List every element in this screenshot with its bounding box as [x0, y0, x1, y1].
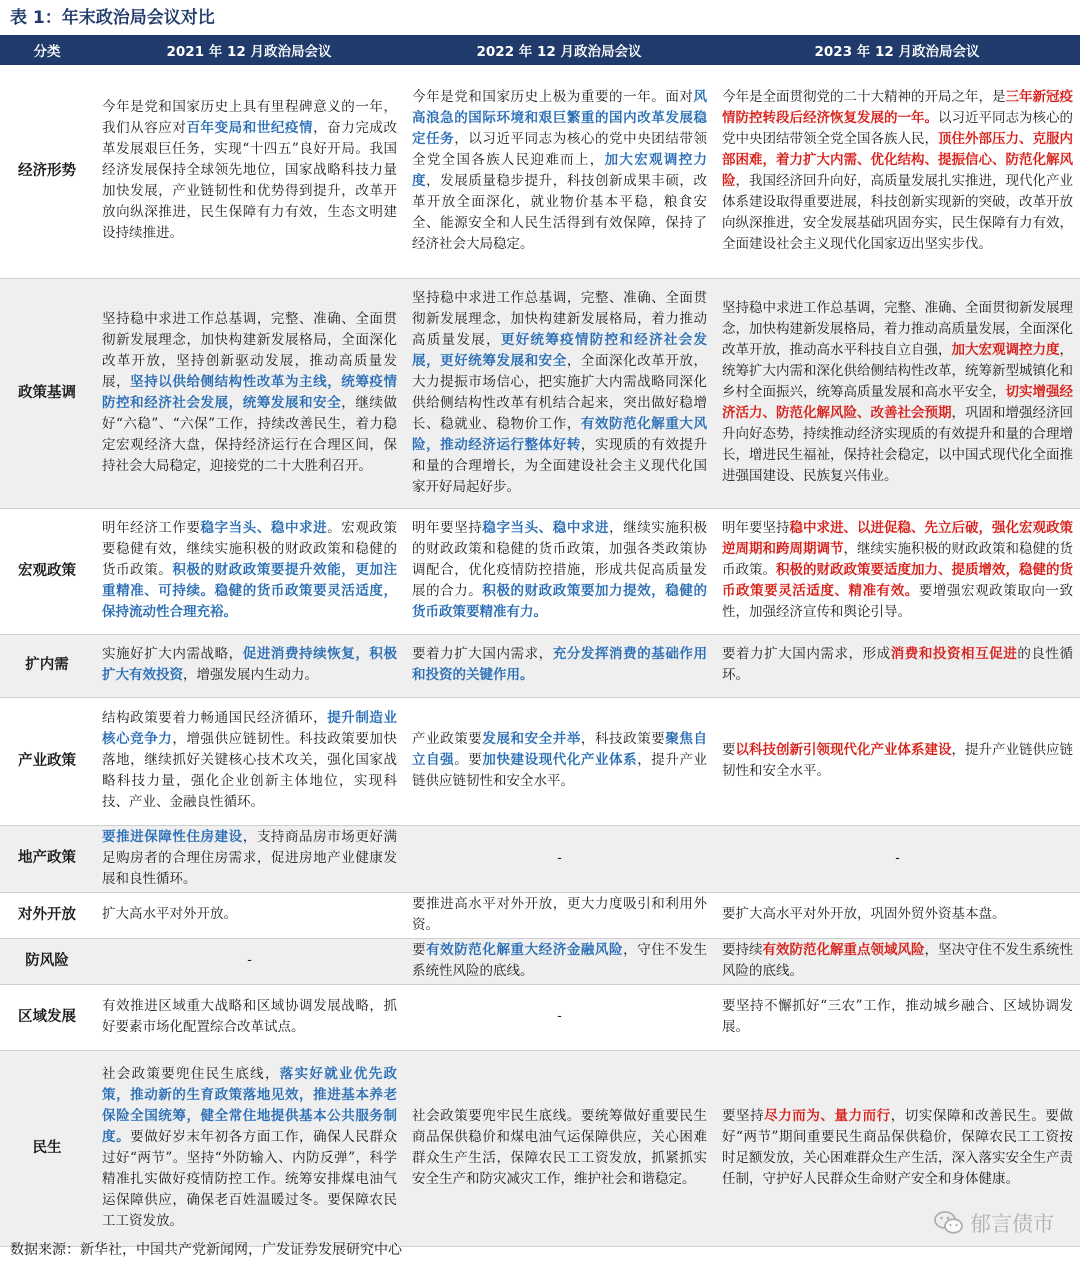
cell-2022 — [404, 634, 714, 697]
cell-text: 明年经济工作要 — [102, 520, 201, 536]
cell-2021 — [94, 278, 404, 508]
header-row — [0, 35, 1080, 65]
cell-2021 — [94, 65, 404, 278]
highlight-text: 尽力而为、量力而行 — [764, 1107, 891, 1124]
row-category: 产业政策 — [0, 697, 94, 825]
cell-2022 — [404, 938, 714, 984]
cell-text: 。要 — [454, 752, 483, 768]
highlight-text: 有效防范化解重点领域风险 — [762, 941, 925, 958]
cell-text: 明年要坚持 — [722, 520, 790, 536]
cell-2022 — [404, 697, 714, 825]
highlight-text: 更好统筹疫情防控和经济社会发展，更好统筹发展和安全 — [412, 331, 708, 369]
cell-2021 — [94, 938, 404, 984]
cell-2023 — [714, 634, 1080, 697]
highlight-text: 充分发挥消费的基础作用和投资的关键作用。 — [412, 646, 707, 683]
cell-text: 。宏观政策要稳健有效，继续实施积极的财政政策和稳健的货币政策。 — [102, 520, 398, 578]
highlight-text: 聚焦自立自强 — [412, 731, 708, 768]
highlight-text: 落实好就业优先政策，推动新的生育政策落地见效，推进基本养老保险全国统筹，健全常住地提供基本公共服务制度。 — [102, 1065, 398, 1145]
cell-text: 扩大高水平对外开放。 — [102, 906, 237, 922]
cell-text: ，发展质量稳步提升，科技创新成果丰硕，改革开放全面深化，就业物价基本平稳，粮食安全、能源安全和人民生活得到有效保障，保持了经济社会大局稳定。 — [412, 172, 708, 252]
cell-2022 — [404, 278, 714, 508]
highlight-text: 消费和投资相互促进 — [890, 646, 1018, 662]
table-row — [0, 697, 1080, 825]
row-category: 民生 — [0, 1050, 94, 1246]
cell-text: 要扩大高水平对外开放，巩固外贸外资基本盘。 — [722, 906, 1006, 922]
cell-text: 今年是党和国家历史上具有里程碑意义的一年，我们从容应对 — [102, 99, 397, 137]
cell-text: ，增强供应链韧性。科技政策要加快落地，继续抓好关键核心技术攻关，强化国家战略科技力量，强化企业创新主体地位，实现科技、产业、金融良性循环。 — [102, 731, 397, 810]
header-2021: 2021 年 12 月政治局会议 — [94, 35, 404, 65]
cell-2022 — [404, 1050, 714, 1246]
cell-text: - — [895, 849, 900, 866]
cell-text: 要推进高水平对外开放，更大力度吸引和利用外资。 — [412, 895, 707, 933]
cell-2023 — [714, 984, 1080, 1050]
highlight-text: 以科技创新引领现代化产业体系建设 — [735, 741, 952, 758]
cell-text: - — [557, 1008, 562, 1024]
cell-text: 要持续 — [722, 941, 763, 958]
cell-text: ，科技政策要 — [580, 731, 666, 747]
cell-2023 — [714, 938, 1080, 984]
cell-text: 要 — [412, 941, 427, 958]
cell-text: 要 — [722, 741, 736, 758]
cell-text: 产业政策要 — [412, 731, 483, 747]
cell-text: 坚持稳中求进工作总基调，完整、准确、全面贯彻新发展理念，加快构建新发展格局，全面深化改革开放，坚持创新驱动发展，推动高质量发展， — [102, 310, 397, 390]
cell-2021 — [94, 697, 404, 825]
highlight-text: 稳字当头、稳中求进 — [200, 520, 328, 536]
cell-2023 — [714, 278, 1080, 508]
row-category: 经济形势 — [0, 65, 94, 278]
cell-text: 要坚持 — [722, 1107, 765, 1124]
cell-text: ，坚决守住不发生系统性风险的底线。 — [722, 941, 1073, 979]
cell-text: 坚持稳中求进工作总基调，完整、准确、全面贯彻新发展理念，加快构建新发展格局，着力推动高质量发展， — [412, 289, 707, 348]
cell-text: ，增强发展内生动力。 — [183, 667, 318, 683]
cell-text: ，以习近平同志为核心的党中央团结带领全党全国各族人民迎难而上， — [412, 130, 708, 168]
highlight-text: 促进消费持续恢复，积极扩大有效投资 — [102, 646, 397, 683]
cell-text: 坚持稳中求进工作总基调，完整、准确、全面贯彻新发展理念，加快构建新发展格局，着力推动高质量发展，全面深化改革开放，推动高水平科技自立自强， — [722, 300, 1073, 358]
cell-text: 实施好扩大内需战略， — [102, 646, 243, 662]
highlight-text: 稳中求进、以进促稳、先立后破，强化宏观政策逆周期和跨周期调节 — [722, 520, 1073, 557]
cell-text: 有效推进区域重大战略和区域协调发展战略，抓好要素市场化配置综合改革试点。 — [102, 997, 397, 1035]
cell-2022 — [404, 825, 714, 892]
cell-2021 — [94, 984, 404, 1050]
cell-text: - — [557, 849, 562, 866]
row-category: 扩内需 — [0, 634, 94, 697]
highlight-text: 百年变局和世纪疫情 — [186, 120, 314, 137]
header-2023: 2023 年 12 月政治局会议 — [714, 35, 1080, 65]
cell-text: 要做好岁末年初各方面工作，确保人民群众过好“两节”。坚持“外防输入、内防反弹”，科学精准扎实做好疫情防控工作。统筹安排煤电油气运保障供应，确保老百姓温暖过冬。要保障农民工工资发放。 — [102, 1128, 398, 1229]
cell-2021 — [94, 1050, 404, 1246]
highlight-text: 要推进保障性住房建设 — [102, 828, 243, 845]
comparison-table — [0, 35, 1080, 1247]
table-row — [0, 825, 1080, 892]
cell-text: 今年是全面贯彻党的二十大精神的开局之年，是 — [722, 88, 1006, 105]
cell-text: 社会政策要兜住民生底线， — [102, 1065, 280, 1082]
highlight-text: 加大宏观调控力度 — [951, 342, 1060, 358]
cell-text: 结构政策要着力畅通国民经济循环， — [102, 710, 328, 726]
cell-text: ，切实保障和改善民生。要做好“两节”期间重要民生商品保供稳价，保障农民工工资按时足额发放，关心困难群众生产生活，深入落实安全生产责任制，守护好人民群众生命财产安全和身体健康。 — [722, 1107, 1073, 1187]
cell-2022 — [404, 984, 714, 1050]
row-category: 区域发展 — [0, 984, 94, 1050]
cell-text: 社会政策要兜牢民生底线。要统筹做好重要民生商品保供稳价和煤电油气运保障供应，关心困难群众生产生活，保障农民工工资发放，抓紧抓实安全生产和防灾减灾工作，维护社会和谐稳定。 — [412, 1107, 707, 1187]
cell-text: ，支持商品房市场更好满足购房者的合理住房需求，促进房地产业健康发展和良性循环。 — [102, 828, 397, 887]
highlight-text: 风高浪急的国际环境和艰巨繁重的国内改革发展稳定任务 — [412, 88, 707, 147]
cell-2021 — [94, 634, 404, 697]
cell-2021 — [94, 825, 404, 892]
cell-text: ，继续实施积极的财政政策和稳健的货币政策，加强各类政策协调配合，优化疫情防控措施，形成共促高质量发展的合力。 — [412, 520, 708, 599]
header-2022: 2022 年 12 月政治局会议 — [404, 35, 714, 65]
cell-2023 — [714, 825, 1080, 892]
table-row — [0, 278, 1080, 508]
watermark — [934, 1206, 1054, 1240]
highlight-text: 稳字当头、稳中求进 — [482, 520, 610, 536]
row-category: 政策基调 — [0, 278, 94, 508]
cell-2022 — [404, 508, 714, 634]
table-row — [0, 984, 1080, 1050]
cell-text: 的良性循环。 — [722, 646, 1073, 683]
table-row — [0, 1050, 1080, 1246]
cell-2023 — [714, 508, 1080, 634]
data-source-note: 数据来源：新华社，中国共产党新闻网，广发证券发展研究中心 — [10, 1242, 402, 1258]
row-category: 地产政策 — [0, 825, 94, 892]
cell-text: 今年是党和国家历史上极为重要的一年。面对 — [412, 88, 694, 105]
cell-text: ，提升产业链供应链韧性和安全水平。 — [722, 741, 1073, 779]
highlight-text: 发展和安全并举 — [482, 731, 581, 747]
cell-text: 要坚持不懈抓好“三农”工作，推动城乡融合、区域协调发展。 — [722, 997, 1073, 1035]
highlight-text: 积极的财政政策要适度加力、提质增效，稳健的货币政策要灵活适度、精准有效。 — [722, 562, 1073, 599]
row-category: 防风险 — [0, 938, 94, 984]
cell-2022 — [404, 65, 714, 278]
cell-text: ，提升产业链供应链韧性和安全水平。 — [412, 752, 708, 789]
watermark-text: 郁言债市 — [970, 1212, 1054, 1236]
cell-text: - — [247, 952, 252, 968]
table-row — [0, 634, 1080, 697]
cell-text: 以习近平同志为核心的党中央团结带领全党全国各族人民， — [722, 109, 1073, 147]
highlight-text: 顶住外部压力、克服内部困难，着力扩大内需、优化结构、提振信心、防范化解风险 — [722, 130, 1073, 189]
cell-text: ，全面深化改革开放，大力提振市场信心，把实施扩大内需战略同深化供给侧结构性改革有机结合起来，突出做好稳增长、稳就业、稳物价工作， — [412, 352, 708, 432]
cell-2023 — [714, 697, 1080, 825]
highlight-text: 切实增强经济活力、防范化解风险、改善社会预期 — [722, 384, 1073, 421]
highlight-text: 提升制造业核心竞争力 — [102, 710, 398, 747]
table-row — [0, 892, 1080, 938]
highlight-text: 有效防范化解重大风险，推动经济运行整体好转 — [412, 415, 708, 453]
highlight-text: 三年新冠疫情防控转段后经济恢复发展的一年。 — [722, 88, 1073, 126]
row-category: 对外开放 — [0, 892, 94, 938]
table-body — [0, 65, 1080, 1246]
cell-text: 要增强宏观政策取向一致性，加强经济宣传和舆论引导。 — [722, 583, 1073, 620]
cell-2021 — [94, 892, 404, 938]
cell-text: 明年要坚持 — [412, 520, 483, 536]
cell-text: ，我国经济回升向好，高质量发展扎实推进，现代化产业体系建设取得重要进展，科技创新实现新的突破，改革开放向纵深推进，安全发展基础巩固夯实，民生保障有力有效，全面建设社会主义现代化国家迈出坚实步伐。 — [722, 172, 1073, 252]
cell-text: ，巩固和增强经济回升向好态势，持续推动经济实现质的有效提升和量的合理增长，增进民生福祉，保持社会稳定，以中国式现代化全面推进强国建设、民族复兴伟业。 — [722, 405, 1073, 484]
cell-2023 — [714, 65, 1080, 278]
header-category: 分类 — [0, 35, 94, 65]
highlight-text: 加大宏观调控力度 — [412, 151, 708, 189]
table-row — [0, 508, 1080, 634]
cell-text: ，奋力完成改革发展艰巨任务，实现“十四五”良好开局。我国经济发展保持全球领先地位，国家战略科技力量加快发展，产业链韧性和优势得到提升，改革开放向纵深推进，民生保障有力有效，生态文明建设持续推进。 — [102, 120, 398, 242]
cell-text: ，守住不发生系统性风险的底线。 — [412, 941, 708, 979]
table-row — [0, 65, 1080, 278]
highlight-text: 积极的财政政策要提升效能，更加注重精准、可持续。稳健的货币政策要灵活适度，保持流动性合理充裕。 — [102, 562, 397, 620]
cell-text: ，继续做好“六稳”、“六保”工作，持续改善民生，着力稳定宏观经济大盘，保持经济运行在合理区间，保持社会大局稳定，迎接党的二十大胜利召开。 — [102, 394, 398, 474]
wechat-icon — [934, 1210, 964, 1236]
cell-2021 — [94, 508, 404, 634]
cell-2023 — [714, 892, 1080, 938]
cell-text: 要着力扩大国内需求，形成 — [722, 646, 891, 662]
row-category: 宏观政策 — [0, 508, 94, 634]
cell-text: ，实现质的有效提升和量的合理增长，为全面建设社会主义现代化国家开好局起好步。 — [412, 436, 708, 495]
highlight-text: 有效防范化解重大经济金融风险 — [426, 941, 624, 958]
cell-text: 要着力扩大国内需求， — [412, 646, 553, 662]
table-title: 表 1：年末政治局会议对比 — [10, 8, 215, 28]
table-row — [0, 938, 1080, 984]
cell-2022 — [404, 892, 714, 938]
cell-text: ，继续实施积极的财政政策和稳健的货币政策。 — [722, 541, 1073, 578]
highlight-text: 积极的财政政策要加力提效，稳健的货币政策要精准有力。 — [412, 583, 707, 620]
highlight-text: 坚持以供给侧结构性改革为主线，统筹疫情防控和经济社会发展，统筹发展和安全 — [102, 373, 398, 411]
highlight-text: 加快建设现代化产业体系 — [482, 752, 638, 768]
cell-text: ，统筹扩大内需和深化供给侧结构性改革，统筹新型城镇化和乡村全面振兴，统筹高质量发展和高水平安全， — [722, 342, 1073, 400]
